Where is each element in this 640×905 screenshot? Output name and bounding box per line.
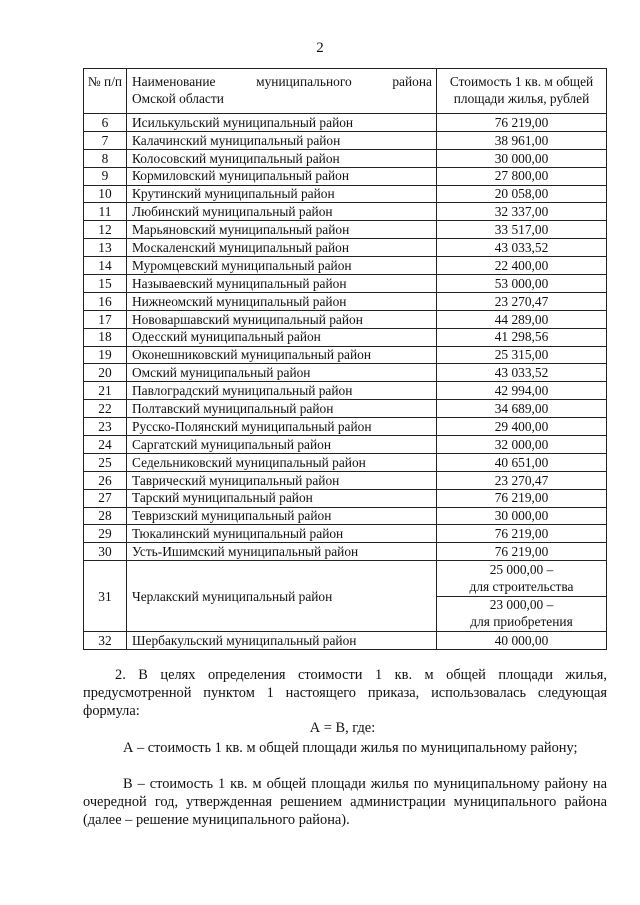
row-number: 6 [84, 114, 127, 132]
table-row [84, 292, 607, 310]
row-number: 20 [84, 364, 127, 382]
district-name: Тевризский муниципальный район [127, 507, 437, 525]
district-cost: 76 219,00 [437, 525, 607, 543]
row-number: 26 [84, 471, 127, 489]
district-name: Полтавский муниципальный район [127, 400, 437, 418]
table-row [84, 400, 607, 418]
row-number: 27 [84, 489, 127, 507]
district-cost: 53 000,00 [437, 275, 607, 293]
row-number: 10 [84, 185, 127, 203]
cost-note: для строительства [469, 578, 574, 594]
row-number: 19 [84, 346, 127, 364]
district-name: Марьяновский муниципальный район [127, 221, 437, 239]
row-number: 13 [84, 239, 127, 257]
row-number: 8 [84, 149, 127, 167]
header-name-word: района [392, 74, 432, 89]
table-row [84, 149, 607, 167]
row-number: 17 [84, 310, 127, 328]
row-number: 29 [84, 525, 127, 543]
district-name: Омский муниципальный район [127, 364, 437, 382]
district-cost: 27 800,00 [437, 167, 607, 185]
cost-table [83, 68, 607, 650]
table-row [84, 418, 607, 436]
table-row [84, 489, 607, 507]
table-row [84, 131, 607, 149]
row-number: 11 [84, 203, 127, 221]
header-num: № п/п [84, 69, 127, 114]
district-cost: 38 961,00 [437, 131, 607, 149]
district-name: Седельниковский муниципальный район [127, 453, 437, 471]
formula: А = В, где: [309, 720, 376, 736]
district-name: Оконешниковский муниципальный район [127, 346, 437, 364]
district-cost: 43 033,52 [437, 239, 607, 257]
district-name: Таврический муниципальный район [127, 471, 437, 489]
row-number: 12 [84, 221, 127, 239]
paragraph-formula-intro: 2. В целях определения стоимости 1 кв. м общей площади жилья, предусмотренной пунктом 1 настоящего приказа, использовалась следующая формула: [83, 667, 607, 719]
header-name-line2: Омской области [132, 91, 224, 107]
district-cost: 23 270,47 [437, 292, 607, 310]
district-cost: 23 270,47 [437, 471, 607, 489]
district-cost: 25 315,00 [437, 346, 607, 364]
header-cost: Стоимость 1 кв. м общей площади жилья, рублей [437, 69, 607, 114]
table-row [84, 275, 607, 293]
row-number: 9 [84, 167, 127, 185]
district-name: Исилькульский муниципальный район [127, 114, 437, 132]
table-row [84, 114, 607, 132]
header-name-word: муниципального [256, 74, 352, 89]
district-name: Муромцевский муниципальный район [127, 257, 437, 275]
cost-value: 23 000,00 – [489, 597, 554, 613]
district-cost: 32 337,00 [437, 203, 607, 221]
district-cost-purchase [437, 596, 607, 632]
cost-note: для приобретения [470, 614, 573, 630]
district-cost: 76 219,00 [437, 543, 607, 561]
district-cost: 32 000,00 [437, 436, 607, 454]
district-cost: 33 517,00 [437, 221, 607, 239]
district-cost: 40 000,00 [437, 632, 607, 650]
row-number: 21 [84, 382, 127, 400]
district-name: Нововаршавский муниципальный район [127, 310, 437, 328]
district-name: Москаленский муниципальный район [127, 239, 437, 257]
district-name: Черлакский муниципальный район [127, 561, 437, 632]
district-name: Тюкалинский муниципальный район [127, 525, 437, 543]
district-cost: 29 400,00 [437, 418, 607, 436]
page-number: 2 [316, 40, 324, 56]
district-name: Колосовский муниципальный район [127, 149, 437, 167]
row-number: 23 [84, 418, 127, 436]
table-row [84, 310, 607, 328]
district-cost: 44 289,00 [437, 310, 607, 328]
row-number: 24 [84, 436, 127, 454]
table-row [84, 632, 607, 650]
district-name: Кормиловский муниципальный район [127, 167, 437, 185]
row-number: 7 [84, 131, 127, 149]
district-cost: 41 298,56 [437, 328, 607, 346]
district-cost: 30 000,00 [437, 149, 607, 167]
district-name: Шербакульский муниципальный район [127, 632, 437, 650]
table-row [84, 382, 607, 400]
table-row [84, 167, 607, 185]
row-number: 18 [84, 328, 127, 346]
cost-value: 25 000,00 – [489, 561, 554, 577]
district-cost: 40 651,00 [437, 453, 607, 471]
header-name [127, 69, 437, 114]
table-row [84, 346, 607, 364]
row-number: 28 [84, 507, 127, 525]
row-number: 25 [84, 453, 127, 471]
row-number: 32 [84, 632, 127, 650]
table-row [84, 471, 607, 489]
district-cost: 34 689,00 [437, 400, 607, 418]
table-row [84, 185, 607, 203]
district-cost: 42 994,00 [437, 382, 607, 400]
district-cost: 76 219,00 [437, 114, 607, 132]
row-number: 31 [84, 561, 127, 632]
table-row [84, 239, 607, 257]
row-number: 15 [84, 275, 127, 293]
district-cost-construction [437, 561, 607, 597]
district-name: Называевский муниципальный район [127, 275, 437, 293]
district-cost: 22 400,00 [437, 257, 607, 275]
paragraph-b-definition: В – стоимость 1 кв. м общей площади жилья по муниципальному району на очередной год, утвержденная решением администрации муниципального района (далее – решение муниципального района). [83, 776, 607, 828]
table-row [84, 364, 607, 382]
table-row [84, 328, 607, 346]
district-cost: 30 000,00 [437, 507, 607, 525]
row-number: 16 [84, 292, 127, 310]
district-name: Крутинский муниципальный район [127, 185, 437, 203]
district-cost: 43 033,52 [437, 364, 607, 382]
table-row [84, 221, 607, 239]
district-name: Русско-Полянский муниципальный район [127, 418, 437, 436]
table-row [84, 525, 607, 543]
table-row [84, 507, 607, 525]
table-header-row [84, 69, 607, 114]
district-name: Саргатский муниципальный район [127, 436, 437, 454]
table-row [84, 543, 607, 561]
district-name: Нижнеомский муниципальный район [127, 292, 437, 310]
table-row [84, 203, 607, 221]
row-number: 30 [84, 543, 127, 561]
table-row [84, 453, 607, 471]
row-number: 22 [84, 400, 127, 418]
table-row [84, 436, 607, 454]
district-name: Одесский муниципальный район [127, 328, 437, 346]
row-number: 14 [84, 257, 127, 275]
district-name: Павлоградский муниципальный район [127, 382, 437, 400]
district-name: Усть-Ишимский муниципальный район [127, 543, 437, 561]
table-row [84, 561, 607, 597]
paragraph-a-definition: А – стоимость 1 кв. м общей площади жилья по муниципальному району; [123, 740, 578, 756]
district-cost: 76 219,00 [437, 489, 607, 507]
header-name-word: Наименование [132, 74, 216, 89]
district-name: Тарский муниципальный район [127, 489, 437, 507]
district-cost: 20 058,00 [437, 185, 607, 203]
district-name: Любинский муниципальный район [127, 203, 437, 221]
district-name: Калачинский муниципальный район [127, 131, 437, 149]
table-row [84, 257, 607, 275]
